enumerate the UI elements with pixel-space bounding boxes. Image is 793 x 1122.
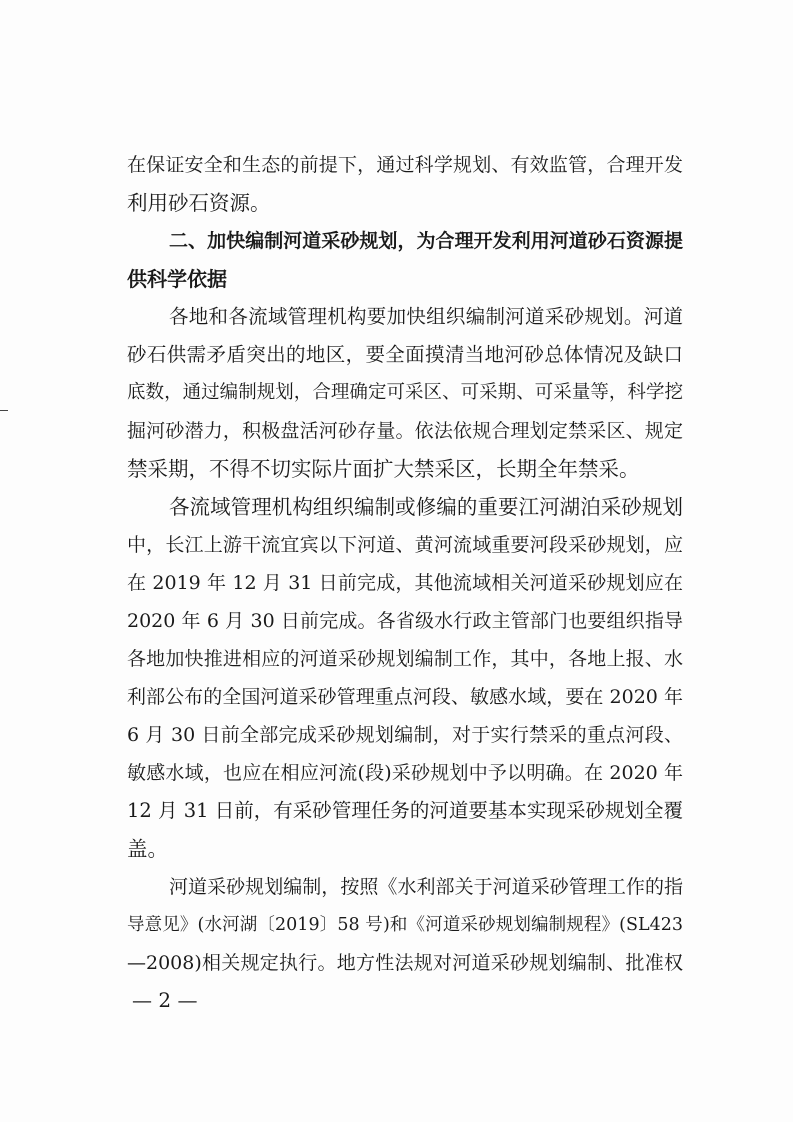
paragraph-line: 盖。 (127, 837, 168, 861)
section-heading-line: 二、加快编制河道采砂规划，为合理开发利用河道砂石资源提 (169, 230, 683, 252)
paragraph-line: 2020 年 6 月 30 日前完成。各省级水行政主管部门也要组织指导 (127, 610, 683, 632)
paragraph-line: —2008)相关规定执行。地方性法规对河道采砂规划编制、批准权 (127, 952, 683, 974)
paragraph-line: 各地加快推进相应的河道采砂规划编制工作，其中，各地上报、水 (127, 648, 683, 670)
document-body (127, 146, 683, 982)
section-heading-line: 供科学依据 (127, 267, 227, 291)
paragraph-line: 利部公布的全国河道采砂管理重点河段、敏感水域，要在 2020 年 (127, 686, 683, 708)
paragraph-line: 砂石供需矛盾突出的地区，要全面摸清当地河砂总体情况及缺口 (127, 343, 683, 366)
page-number: — 2 — (132, 988, 198, 1012)
paragraph-line: 河道采砂规划编制，按照《水利部关于河道采砂管理工作的指 (169, 876, 683, 898)
paragraph-line: 掘河砂潜力，积极盘活河砂存量。依法依规合理划定禁采区、规定 (127, 420, 683, 442)
binding-margin-mark (0, 410, 8, 411)
paragraph-line: 导意见》(水河湖〔2019〕58 号)和《河道采砂规划编制规程》(SL423 (127, 915, 683, 935)
paragraph-line: 各地和各流域管理机构要加快组织编制河道采砂规划。河道 (169, 305, 683, 328)
paragraph-line: 6 月 30 日前全部完成采砂规划编制，对于实行禁采的重点河段、 (127, 724, 683, 746)
paragraph-line: 禁采期，不得不切实际片面扩大禁采区，长期全年禁采。 (127, 457, 640, 481)
paragraph-line: 在保证安全和生态的前提下，通过科学规划、有效监管，合理开发 (127, 154, 683, 176)
paragraph-line: 敏感水域，也应在相应河流(段)采砂规划中予以明确。在 2020 年 (127, 762, 683, 784)
paragraph-line: 中，长江上游干流宜宾以下河道、黄河流域重要河段采砂规划，应 (127, 534, 683, 556)
paragraph-line: 利用砂石资源。 (127, 191, 271, 215)
paragraph-line: 底数，通过编制规划，合理确定可采区、可采期、可采量等，科学挖 (127, 382, 683, 403)
paragraph-line: 各流域管理机构组织编制或修编的重要江河湖泊采砂规划 (169, 495, 683, 519)
paragraph-line: 12 月 31 日前，有采砂管理任务的河道要基本实现采砂规划全覆 (127, 799, 683, 822)
paragraph-line: 在 2019 年 12 月 31 日前完成，其他流域相关河道采砂规划应在 (127, 572, 683, 594)
